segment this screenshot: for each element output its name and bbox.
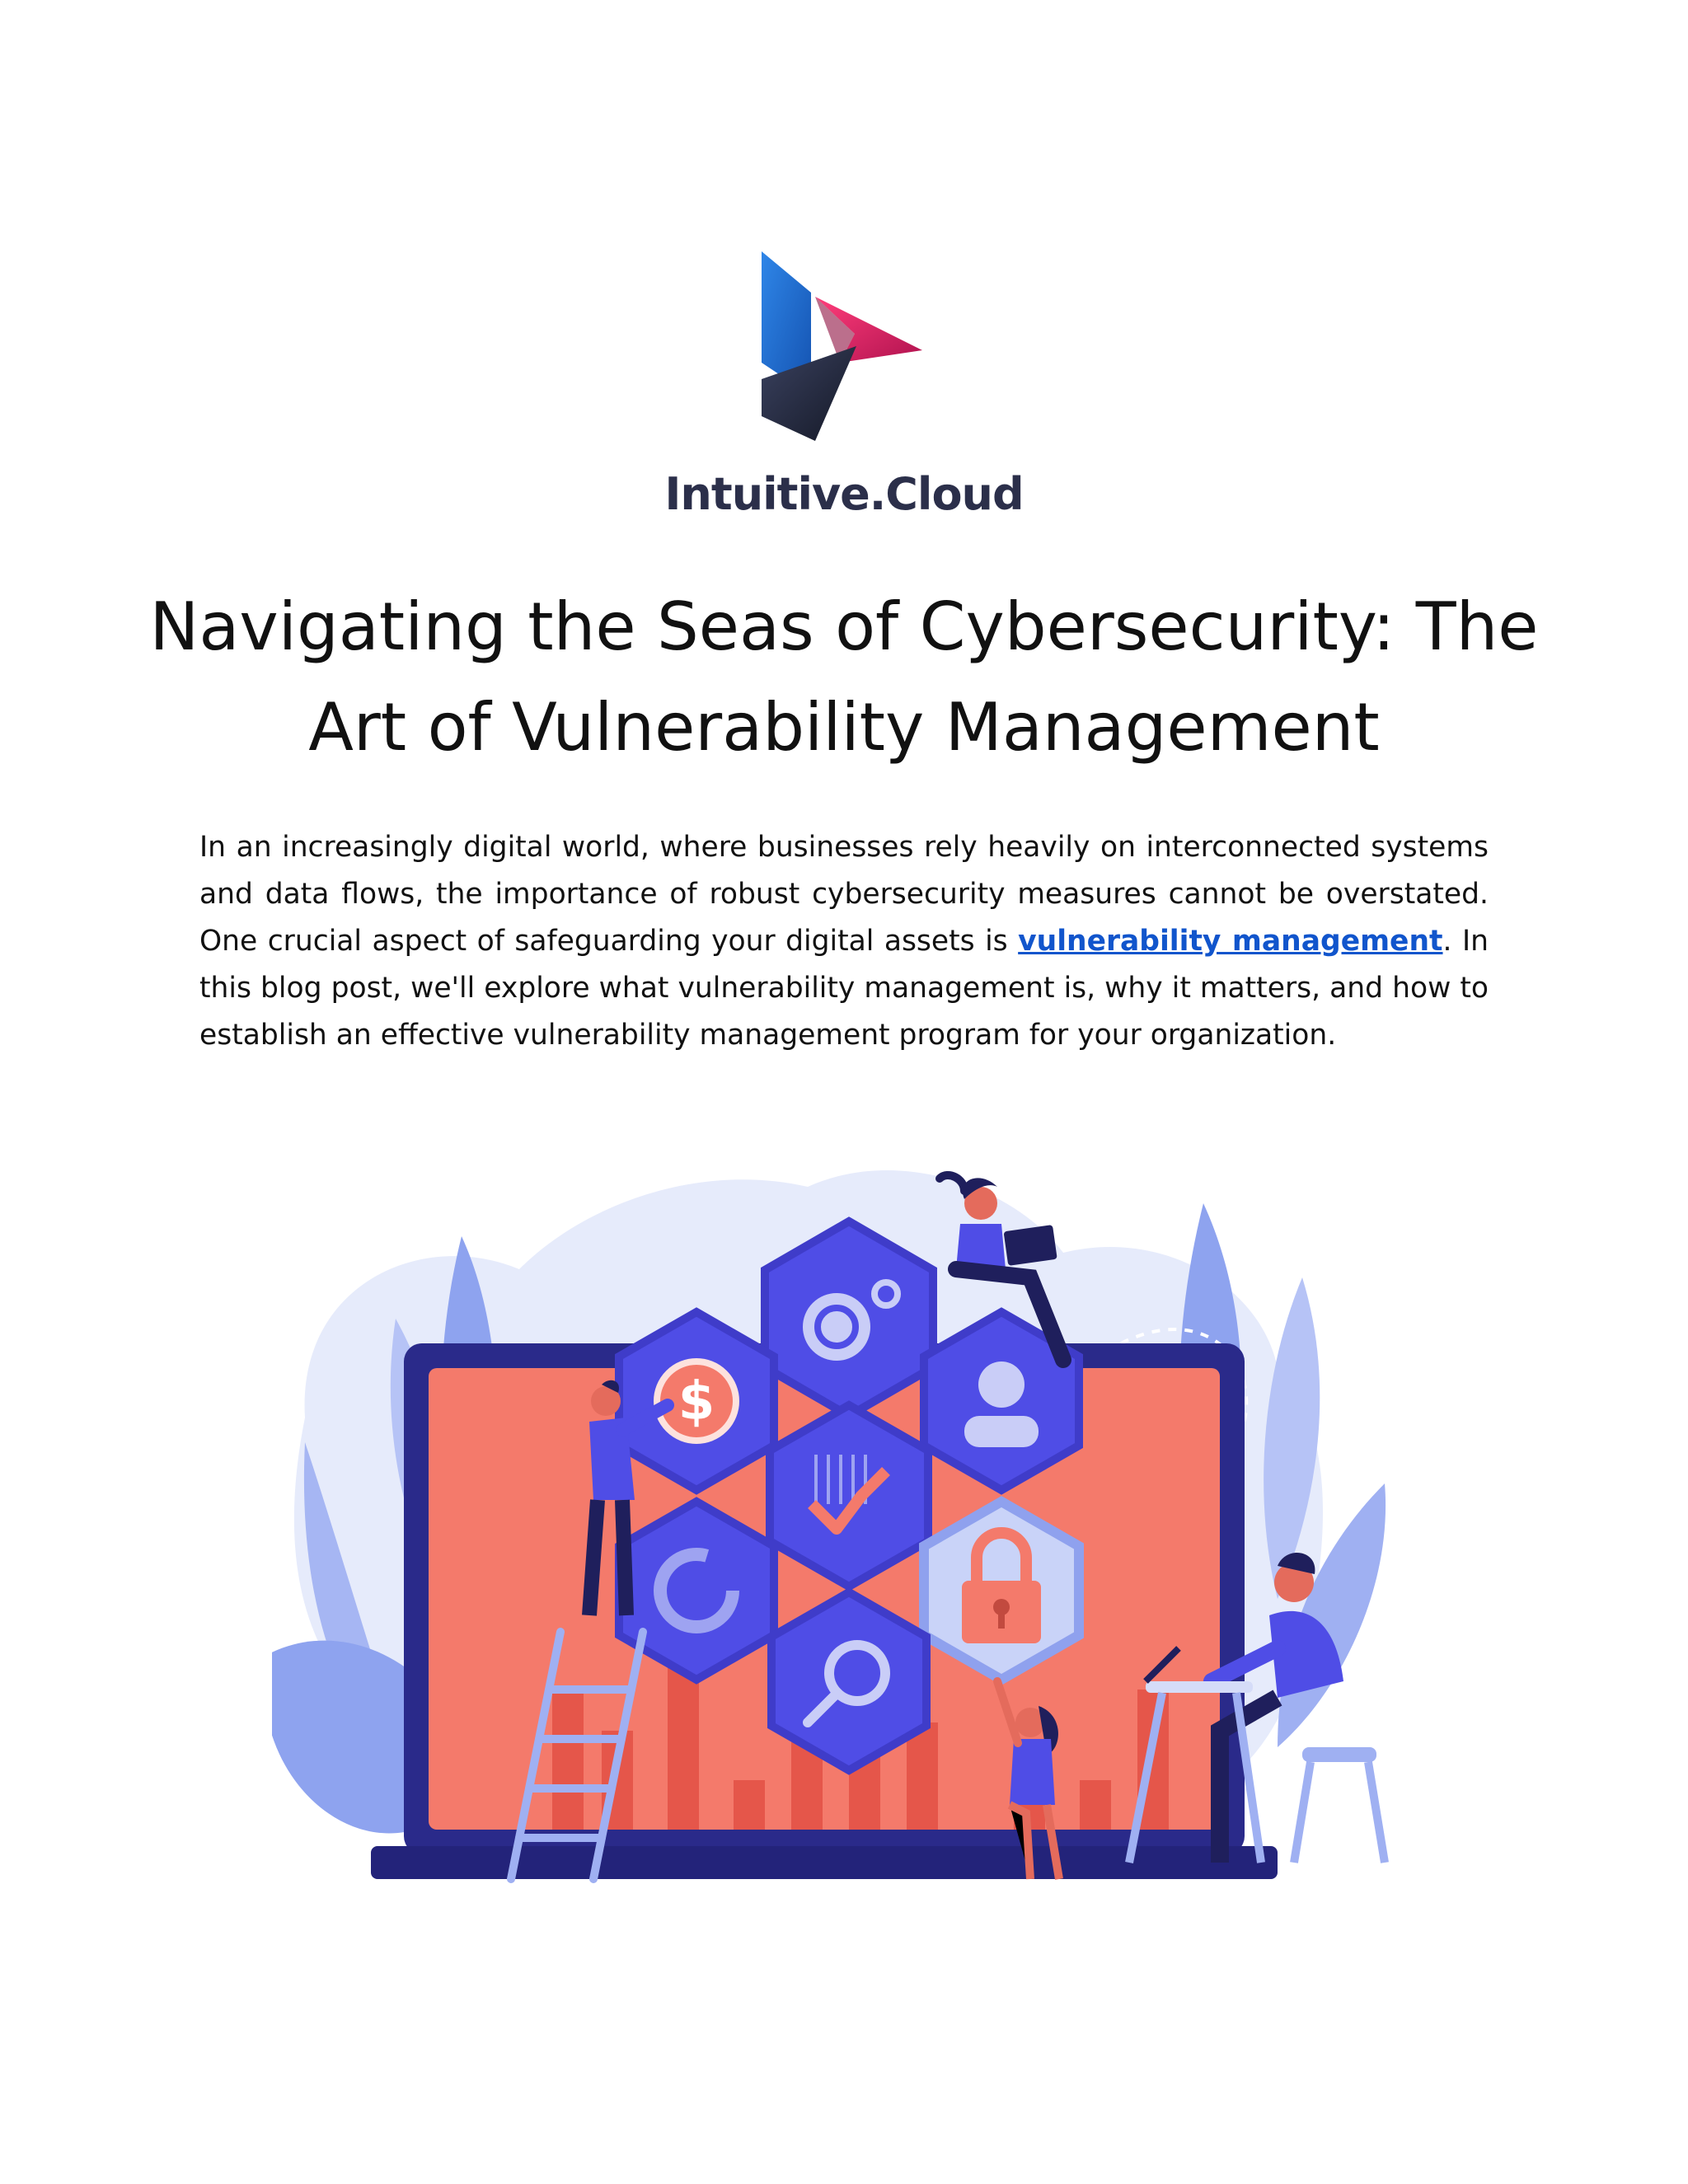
svg-text:$: $: [678, 1371, 715, 1432]
brand-name: Intuitive.Cloud: [664, 468, 1024, 520]
brand-logo: [0, 247, 1688, 520]
chart-hex: [770, 1405, 928, 1586]
cybersecurity-illustration: [272, 1154, 1426, 1896]
lock-hex: [924, 1502, 1079, 1680]
stool: [1302, 1747, 1376, 1762]
intro-paragraph: [199, 824, 1489, 1059]
laptop-base: [371, 1846, 1278, 1879]
desk: [1146, 1681, 1253, 1693]
dollar-hex: [619, 1312, 774, 1490]
article-title: [148, 577, 1540, 778]
intuitive-cloud-logo-icon: [757, 247, 931, 445]
title-line-1: Navigating the Seas of Cybersecurity: The: [149, 588, 1539, 665]
intro-text-part1: In an increasingly digital world, where businesses rely heavily on interconnected systems and data flows, the importance of robust cybersecurity measures cannot be overstated. One crucial aspect of safeguarding your digital assets is: [199, 831, 1489, 958]
vulnerability-management-link[interactable]: vulnerability management: [1018, 925, 1443, 958]
title-line-2: Art of Vulnerability Management: [308, 689, 1380, 766]
search-hex: [771, 1592, 926, 1770]
intro-text-part2: . In this blog post, we'll explore what vulnerability management is, why it matters, and how to establish an effective vulnerability management program for your organization.: [199, 925, 1489, 1052]
